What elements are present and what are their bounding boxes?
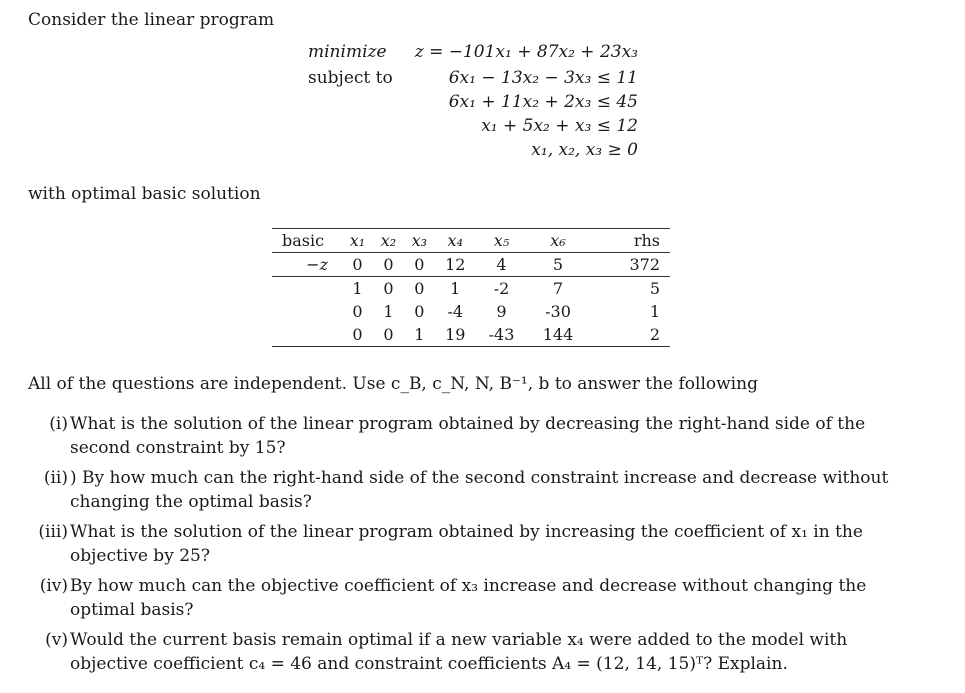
- question-text: ) By how much can the right-hand side of the second constraint increase and decrease without changing the optimal basis?: [70, 468, 889, 512]
- table-row: 0 0 1 19 -43 144 2: [272, 323, 670, 347]
- intro-text: Consider the linear program: [28, 10, 275, 30]
- question-label: (ii): [43, 468, 68, 488]
- header-x1: x₁: [342, 229, 373, 253]
- table-row: 1 0 0 1 -2 7 5: [352, 279, 660, 298]
- table-row: 0 1 0 -4 9 -30 1: [352, 302, 660, 321]
- simplex-tableau: [272, 228, 670, 347]
- header-x5: x₅: [476, 229, 528, 253]
- subject-to-label: subject to: [308, 68, 393, 88]
- table-row: −z 0 0 0 12 4 5 372: [272, 253, 670, 277]
- linear-program: [308, 40, 638, 165]
- question-text: Would the current basis remain optimal if a new variable x₄ were added to the model with objective coefficient c₄ = 46 and constraint coefficients A₄ = (12, 14, 15)ᵀ? Explain.: [70, 630, 848, 674]
- header-x2: x₂: [373, 229, 404, 253]
- objective-function: z = −101x₁ + 87x₂ + 23x₃: [414, 42, 638, 62]
- header-x4: x₄: [435, 229, 476, 253]
- constraint-1: 6x₁ − 13x₂ − 3x₃ ≤ 11: [448, 68, 638, 88]
- header-rhs: rhs: [589, 229, 670, 253]
- question-label: (iv): [39, 576, 68, 596]
- constraint-3: x₁ + 5x₂ + x₃ ≤ 12: [481, 116, 638, 136]
- question-text: What is the solution of the linear program obtained by decreasing the right-hand side of the second constraint by 15?: [70, 414, 866, 458]
- optimal-solution-label: with optimal basic solution: [28, 184, 261, 204]
- instructions-text: All of the questions are independent. Use c_B, c_N, N, B⁻¹, b to answer the following: [28, 374, 758, 394]
- header-x6: x₆: [527, 229, 588, 253]
- question-label: (iii): [38, 522, 68, 542]
- minimize-label: minimize: [308, 42, 387, 62]
- header-x3: x₃: [404, 229, 435, 253]
- question-label: (v): [45, 630, 68, 650]
- constraint-2: 6x₁ + 11x₂ + 2x₃ ≤ 45: [448, 92, 638, 112]
- question-text: What is the solution of the linear program obtained by increasing the coefficient of x₁ in the objective by 25?: [70, 522, 863, 566]
- question-text: By how much can the objective coefficient of x₃ increase and decrease without changing the optimal basis?: [70, 576, 867, 620]
- header-basic: basic: [272, 229, 342, 253]
- nonnegativity-constraint: x₁, x₂, x₃ ≥ 0: [531, 140, 638, 160]
- question-label: (i): [49, 414, 68, 434]
